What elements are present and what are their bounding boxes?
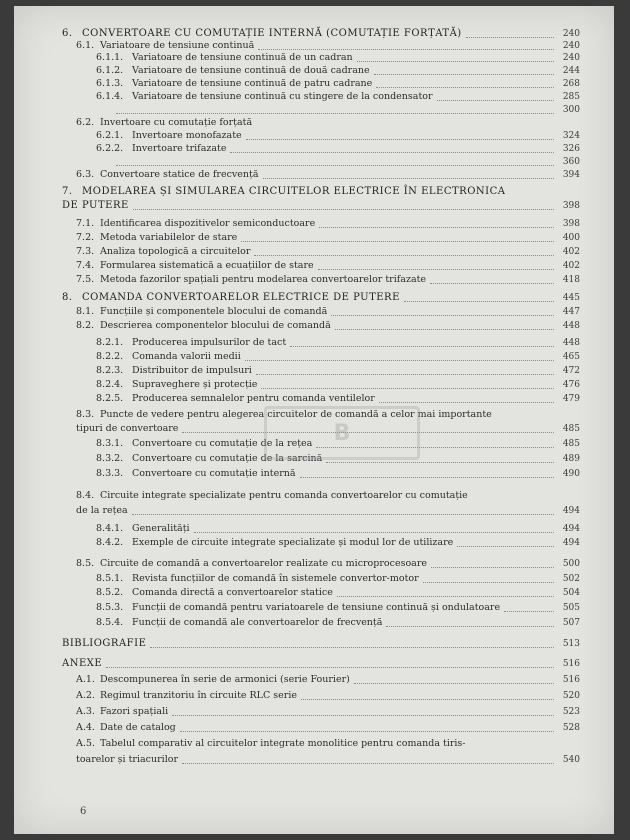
toc-entry-page: 398 <box>562 219 580 229</box>
toc-entry-number: 8. <box>62 292 73 303</box>
toc-entry-page: 448 <box>562 321 580 331</box>
toc-entry-page: 494 <box>562 538 580 548</box>
toc-entry-title: Circuite integrate specializate pentru comanda convertoarelor cu comutație <box>100 490 468 501</box>
dot-leader <box>335 329 554 330</box>
dot-leader <box>106 667 554 668</box>
dot-leader <box>261 388 554 389</box>
dot-leader <box>172 715 554 716</box>
toc-entry-title: Variatoare de tensiune continuă de două cadrane <box>132 65 370 76</box>
toc-entry-number: A.4. <box>76 722 95 733</box>
toc-entry-page: 268 <box>562 79 580 89</box>
toc-entry-page: 400 <box>562 233 580 243</box>
toc-entry-page: 240 <box>562 53 580 63</box>
toc-entry-title: Exemple de circuite integrate specializate și modul lor de utilizare <box>132 537 454 548</box>
toc-entry-number: 8.5.2. <box>96 587 124 598</box>
toc-entry-title: Invertoare cu comutație forțată <box>100 117 253 128</box>
toc-entry-number: 6.1.4. <box>96 91 124 102</box>
toc-entry-number: 8.3.3. <box>96 468 124 479</box>
toc-entry-page: 516 <box>562 659 580 669</box>
toc-entry-page: 520 <box>562 691 580 701</box>
toc-entry-page: 485 <box>562 439 580 449</box>
toc-entry-number: 7.5. <box>76 274 95 285</box>
toc-entry-title: de la rețea <box>76 505 128 516</box>
toc-entry-title: Descompunerea în serie de armonici (serie Fourier) <box>100 674 350 685</box>
dot-leader <box>241 241 554 242</box>
dot-leader <box>150 647 554 648</box>
toc-entry-title: Convertoare statice de frecvență <box>100 169 259 180</box>
toc-entry-page: 540 <box>562 755 580 765</box>
toc-entry-title: tipuri de convertoare <box>76 423 179 434</box>
toc-entry-title: Producerea semnalelor pentru comanda ventilelor <box>132 393 375 404</box>
toc-entry-title: Funcțiile și componentele blocului de comandă <box>100 306 328 317</box>
toc-entry-title: Revista funcțiilor de comandă în sistemele convertor-motor <box>132 573 419 584</box>
toc-entry-title: Metoda fazorilor spațiali pentru modelarea convertoarelor trifazate <box>100 274 427 285</box>
dot-leader <box>379 402 554 403</box>
toc-entry-title: BIBLIOGRAFIE <box>62 638 147 649</box>
toc-entry-title: toarelor și triacurilor <box>76 754 178 765</box>
toc-entry-title: Convertoare cu comutație internă <box>132 468 296 479</box>
dot-leader <box>423 582 554 583</box>
toc-entry-title: Comanda directă a convertoarelor statice <box>132 587 333 598</box>
toc-entry-title: Variatoare de tensiune continuă de un cadran <box>132 52 353 63</box>
dot-leader <box>180 731 554 732</box>
dot-leader <box>263 178 554 179</box>
toc-entry-page: 500 <box>562 559 580 569</box>
toc-entry-page: 326 <box>562 144 580 154</box>
page-number: 6 <box>80 806 87 817</box>
toc-entry-number: 8.4. <box>76 490 95 501</box>
toc-entry-number: 8.2.1. <box>96 337 124 348</box>
toc-entry-number: A.1. <box>76 674 95 685</box>
dot-leader <box>331 315 554 316</box>
toc-entry-title: Identificarea dispozitivelor semiconductoare <box>100 218 316 229</box>
toc-entry-title: Comanda valorii medii <box>132 351 241 362</box>
toc-entry-page: 240 <box>562 41 580 51</box>
dot-leader <box>290 346 554 347</box>
toc-entry-number: 8.2.2. <box>96 351 124 362</box>
dot-leader <box>300 477 554 478</box>
toc-entry-number: A.2. <box>76 690 95 701</box>
dot-leader <box>386 626 554 627</box>
toc-entry-title: Puncte de vedere pentru alegerea circuitelor de comandă a celor mai importante <box>100 409 492 420</box>
dot-leader <box>301 699 554 700</box>
toc-entry-title: Supraveghere și protecție <box>132 379 258 390</box>
toc-entry-title: Descrierea componentelor blocului de comandă <box>100 320 331 331</box>
toc-entry-page: 494 <box>562 506 580 516</box>
toc-entry-title: Invertoare monofazate <box>132 130 242 141</box>
book-page <box>14 6 614 834</box>
toc-entry-page: 479 <box>562 394 580 404</box>
toc-entry-title: Formularea sistematică a ecuațiilor de stare <box>100 260 314 271</box>
dot-leader <box>437 100 554 101</box>
toc-entry-title: ANEXE <box>62 658 103 669</box>
dot-leader <box>194 532 554 533</box>
toc-entry-title: CONVERTOARE CU COMUTAȚIE INTERNĂ (COMUTAȚIE FORȚATĂ) <box>82 28 462 39</box>
toc-entry-title: Generalități <box>132 523 190 534</box>
toc-entry-title: Fazori spațiali <box>100 706 169 717</box>
toc-entry-number: 7.2. <box>76 232 95 243</box>
toc-entry-title: Convertoare cu comutație de la sarcină <box>132 453 323 464</box>
toc-entry-page: 445 <box>562 293 580 303</box>
toc-entry-title: Metoda variabilelor de stare <box>100 232 238 243</box>
toc-entry-number: 8.5. <box>76 558 95 569</box>
toc-entry-number: A.5. <box>76 738 95 749</box>
toc-entry-title: Distribuitor de impulsuri <box>132 365 252 376</box>
toc-entry-number: 8.4.1. <box>96 523 124 534</box>
toc-entry-number: 8.5.4. <box>96 617 124 628</box>
dot-leader <box>319 227 554 228</box>
dot-leader <box>132 514 554 515</box>
toc-entry-number: 8.5.3. <box>96 602 124 613</box>
toc-entry-page: 494 <box>562 524 580 534</box>
toc-entry-number: 8.5.1. <box>96 573 124 584</box>
toc-entry-title: Variatoare de tensiune continuă de patru cadrane <box>132 78 373 89</box>
toc-entry-number: 6.2.1. <box>96 130 124 141</box>
dot-leader <box>404 301 554 302</box>
toc-entry-number: 7.3. <box>76 246 95 257</box>
toc-entry-page: 505 <box>562 603 580 613</box>
toc-entry-title: MODELAREA ȘI SIMULAREA CIRCUITELOR ELECTRICE ÎN ELECTRONICA <box>82 186 506 197</box>
toc-entry-page: 394 <box>562 170 580 180</box>
toc-entry-page: 490 <box>562 469 580 479</box>
toc-entry-title: Funcții de comandă pentru variatoarele de tensiune continuă și ondulatoare <box>132 602 501 613</box>
toc-entry-title: Funcții de comandă ale convertoarelor de frecvență <box>132 617 383 628</box>
toc-entry-title: Producerea impulsurilor de tact <box>132 337 287 348</box>
toc-entry-page: 398 <box>562 201 580 211</box>
toc-entry-number: 6.1.1. <box>96 52 124 63</box>
toc-entry-number: 7. <box>62 186 73 197</box>
dot-leader <box>230 152 554 153</box>
toc-entry-number: 7.1. <box>76 218 95 229</box>
dot-leader <box>374 74 554 75</box>
dot-leader <box>116 165 554 166</box>
toc-entry-title: Convertoare cu comutație de la rețea <box>132 438 313 449</box>
dot-leader <box>326 462 554 463</box>
toc-entry-page: 244 <box>562 66 580 76</box>
toc-entry-number: 8.2.3. <box>96 365 124 376</box>
toc-entry-page: 507 <box>562 618 580 628</box>
toc-entry-number: 8.2.4. <box>96 379 124 390</box>
toc-entry-title: COMANDA CONVERTOARELOR ELECTRICE DE PUTERE <box>82 292 400 303</box>
toc-entry-page: 285 <box>562 92 580 102</box>
toc-entry-page: 402 <box>562 247 580 257</box>
toc-entry-page: 402 <box>562 261 580 271</box>
toc-entry-page: 516 <box>562 675 580 685</box>
toc-entry-number: 6.1. <box>76 40 95 51</box>
toc-entry-number: 6. <box>62 28 73 39</box>
dot-leader <box>182 763 554 764</box>
toc-entry-page: 528 <box>562 723 580 733</box>
toc-entry-title: Circuite de comandă a convertoarelor realizate cu microprocesoare <box>100 558 427 569</box>
toc-entry-title: Date de catalog <box>100 722 176 733</box>
dot-leader <box>376 87 554 88</box>
dot-leader <box>431 567 554 568</box>
toc-entry-title: Analiza topologică a circuitelor <box>100 246 251 257</box>
toc-entry-page: 485 <box>562 424 580 434</box>
dot-leader <box>133 209 554 210</box>
toc-entry-page: 504 <box>562 588 580 598</box>
toc-entry-title: Tabelul comparativ al circuitelor integrate monolitice pentru comanda tiris- <box>100 738 466 749</box>
toc-entry-title: Variatoare de tensiune continuă <box>100 40 255 51</box>
toc-entry-page: 360 <box>562 157 580 167</box>
toc-entry-page: 324 <box>562 131 580 141</box>
toc-entry-page: 476 <box>562 380 580 390</box>
toc-entry-number: 8.3.1. <box>96 438 124 449</box>
toc-entry-number: 7.4. <box>76 260 95 271</box>
toc-entry-number: 8.2.5. <box>96 393 124 404</box>
toc-entry-page: 513 <box>562 639 580 649</box>
toc-entry-title: Variatoare de tensiune continuă cu stingere de la condensator <box>132 91 433 102</box>
toc-entry-number: 6.1.3. <box>96 78 124 89</box>
dot-leader <box>318 269 554 270</box>
toc-entry-number: 8.3. <box>76 409 95 420</box>
toc-entry-number: 8.1. <box>76 306 95 317</box>
toc-entry-page: 472 <box>562 366 580 376</box>
dot-leader <box>258 49 554 50</box>
toc-entry-number: 8.2. <box>76 320 95 331</box>
toc-entry-title: DE PUTERE <box>62 200 129 211</box>
dot-leader <box>256 374 554 375</box>
dot-leader <box>246 139 554 140</box>
toc-entry-number: 6.1.2. <box>96 65 124 76</box>
toc-entry-page: 240 <box>562 29 580 39</box>
watermark-logo: B <box>264 406 420 460</box>
toc-entry-page: 448 <box>562 338 580 348</box>
toc-entry-title: Invertoare trifazate <box>132 143 227 154</box>
toc-entry-title: Regimul tranzitoriu în circuite RLC serie <box>100 690 297 701</box>
toc-entry-number: A.3. <box>76 706 95 717</box>
toc-entry-page: 502 <box>562 574 580 584</box>
toc-entry-page: 418 <box>562 275 580 285</box>
dot-leader <box>254 255 554 256</box>
toc-entry-page: 447 <box>562 307 580 317</box>
toc-entry-number: 6.2. <box>76 117 95 128</box>
dot-leader <box>116 113 554 114</box>
dot-leader <box>357 61 554 62</box>
toc-entry-page: 523 <box>562 707 580 717</box>
toc-entry-number: 8.3.2. <box>96 453 124 464</box>
dot-leader <box>430 283 554 284</box>
dot-leader <box>354 683 554 684</box>
toc-entry-page: 465 <box>562 352 580 362</box>
toc-entry-page: 300 <box>562 105 580 115</box>
toc-entry-number: 6.2.2. <box>96 143 124 154</box>
toc-entry-page: 489 <box>562 454 580 464</box>
toc-entry-number: 6.3. <box>76 169 95 180</box>
dot-leader <box>245 360 554 361</box>
dot-leader <box>337 596 554 597</box>
toc-entry-number: 8.4.2. <box>96 537 124 548</box>
